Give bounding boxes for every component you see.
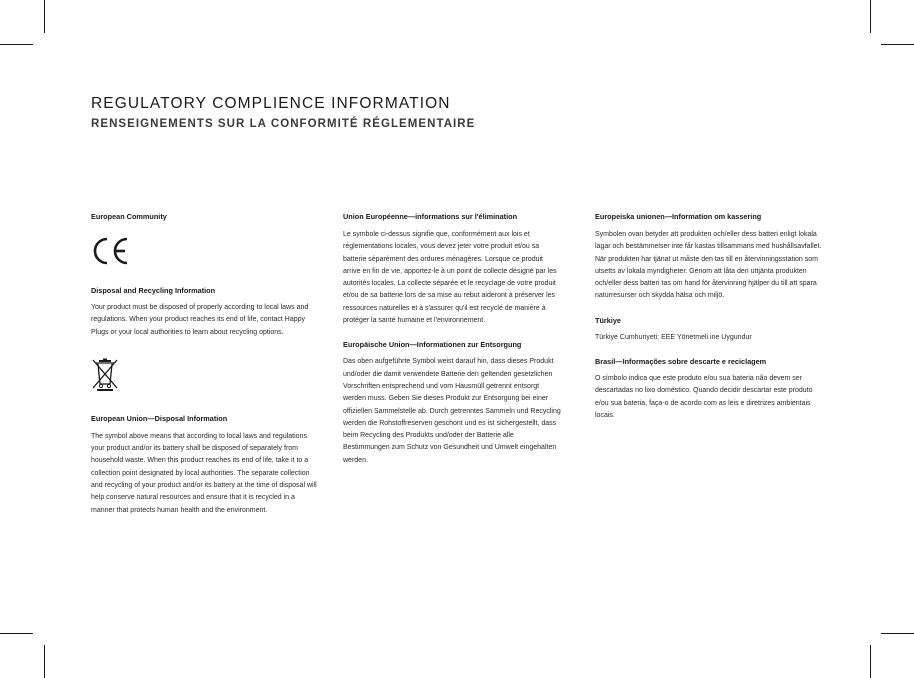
crop-mark-bottom-left-vertical xyxy=(44,645,45,678)
column-swedish-turkish-portuguese xyxy=(595,212,825,422)
column-french-german xyxy=(343,212,561,467)
ce-mark-icon xyxy=(91,236,319,268)
crop-mark-top-right-vertical xyxy=(870,0,871,33)
section-body-europaische-union: Das oben aufgeführte Symbol weist darauf hin, dass dieses Produkt und/oder die damit verwendete Batterie den geltenden gesetzlichen Vorschriften entsprechend und vom Hausmüll getrennt entsorgt werden muss. Geben Sie dieses Produkt zur Entsorgung bei einer offiziellen Sammelstelle ab. Durch getrenntes Sammeln und Recycling werden die Rohstoffreserven geschont und es ist sichergestellt, dass beim Recycling des Produkts und/oder der Batterie alle Bestimmungen zum Schutz von Gesundheit und Umwelt eingehalten werden. xyxy=(343,358,561,464)
crop-mark-bottom-right-vertical xyxy=(870,645,871,678)
section-heading-brasil: Brasil—Informações sobre descarte e reciclagem xyxy=(595,357,767,367)
section-body-europeiska-unionen: Symbolen ovan betyder att produkten och/eller dess batteri enligt lokala lagar och bestämmelser inte får kastas tillsammans med hushållsavfallet. När produkten har tjänat ut måste den tas till en återvinningsstation som utsetts av lokala myndigheter. Genom att låta den uttjänta produkten och/eller dess batteri tas om hand för återvinning hjälper du till att spara naturresurser och skydda hälsa och miljö. xyxy=(595,231,822,300)
page-subtitle: RENSEIGNEMENTS SUR LA CONFORMITÉ RÉGLEMENTAIRE xyxy=(91,118,476,130)
page-title: REGULATORY COMPLIENCE INFORMATION xyxy=(91,95,451,112)
section-heading-europeiska-unionen: Europeiska unionen—Information om kassering xyxy=(595,212,762,221)
crop-mark-top-left-vertical xyxy=(44,0,45,33)
section-heading-eu-disposal: European Union—Disposal Information xyxy=(91,413,228,423)
crop-mark-bottom-left-horizontal xyxy=(0,633,33,634)
crop-mark-top-right-horizontal xyxy=(881,44,914,45)
section-body-disposal-recycling: Your product must be disposed of properly according to local laws and regulations. When your product reaches its end of life, contact Happy Plugs or your local authorities to learn about recycling options. xyxy=(91,304,309,336)
crop-mark-top-left-horizontal xyxy=(0,44,33,45)
section-heading-disposal-recycling: Disposal and Recycling Information xyxy=(91,286,216,295)
section-body-turkiye: Türkiye Cumhuriyeti: EEE Yönetmeli ine Uygundur xyxy=(595,333,752,341)
section-heading-union-europeenne: Union Européenne—informations sur l'élimination xyxy=(343,212,518,221)
section-body-eu-disposal: The symbol above means that according to local laws and regulations your product and/or its battery shall be disposed of separately from household waste. When this product reaches its end of life, take it to a collection point designated by local authorities. The separate collection and recycling of your product and/or its battery at the time of disposal will help conserve natural resources and ensure that it is recycled in a manner that protects human health and the environment. xyxy=(91,432,317,514)
section-body-union-europeenne: Le symbole ci-dessus signifie que, conformément aux lois et réglementations locales, vous devez jeter votre produit et/ou sa batterie séparément des ordures ménagères. Lorsque ce produit arrive en fin de vie, apportez-le à un point de collecte désigné par les autorités locales. La collecte séparée et le recyclage de votre produit et/ou de sa batterie lors de sa mise au rebut aideront à préserver les ressources naturelles et à s'assurer qu'il est recyclé de manière à protéger la santé humaine et l'environnement. xyxy=(343,231,557,325)
section-body-brasil: O símbolo indica que este produto e/ou sua bateria não devem ser descartadas no lixo doméstico. Quando decidir descartar este produto e/ou sua bateria, faça-o de acordo com as leis e diretrizes ambientais locais. xyxy=(595,375,813,419)
crop-mark-bottom-right-horizontal xyxy=(881,633,914,634)
column-english xyxy=(91,212,319,517)
section-heading-turkiye: Türkiye xyxy=(595,315,621,325)
section-heading-europaische-union: Europäische Union—Informationen zur Entsorgung xyxy=(343,340,522,350)
section-heading-european-community: European Community xyxy=(91,212,167,221)
crossed-out-wheelie-bin-icon xyxy=(91,357,319,393)
